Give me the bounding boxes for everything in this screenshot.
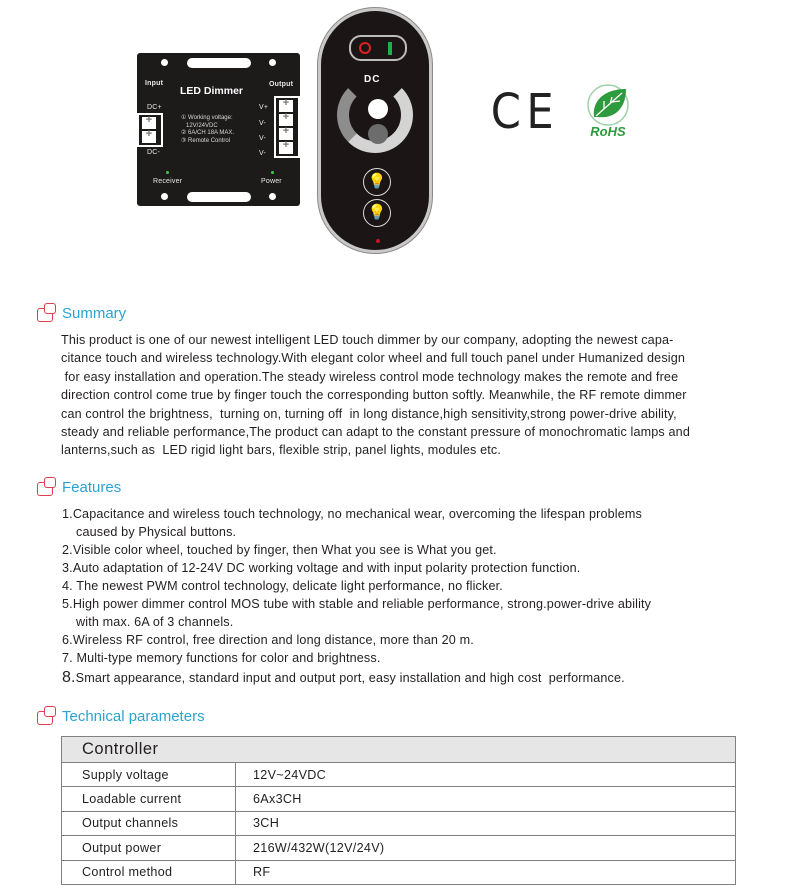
technical-parameters-table <box>61 736 736 885</box>
features-title: Features <box>62 478 122 496</box>
table-row <box>62 836 736 860</box>
technical-heading <box>37 705 205 727</box>
summary-heading <box>37 302 126 324</box>
mount-hole <box>269 59 276 66</box>
table-header: Controller <box>62 737 736 763</box>
ce-mark-icon: CE <box>490 84 560 140</box>
rohs-text: RoHS <box>590 124 626 139</box>
summary-title: Summary <box>62 304 127 322</box>
feature-item: 5.High power dimmer control MOS tube with stable and reliable performance, strong.power-drive ability with max. 6A of 3 channels. <box>62 597 652 629</box>
feature-item: 4. The newest PWM control technology, delicate light performance, no flicker. <box>62 579 503 593</box>
dimmer-spec-text: ① Working voltage: 12V/24VDC ② 6A/CH 18A MAX. ③ Remote Control <box>181 115 235 144</box>
mount-slot <box>187 58 251 68</box>
table-row <box>62 860 736 884</box>
power-label: Power <box>261 178 282 185</box>
v-label: V- <box>259 135 267 142</box>
dimmer-title: LED Dimmer <box>180 85 244 97</box>
bright-up-icon: 💡 <box>363 168 391 196</box>
param-value: 216W/432W(12V/24V) <box>236 836 736 860</box>
feature-item: 1.Capacitance and wireless touch technology, no mechanical wear, overcoming the lifespan problems caused by Physical buttons. <box>62 507 642 539</box>
param-key: Output power <box>62 836 236 860</box>
table-row <box>62 787 736 811</box>
power-led-icon <box>271 171 274 174</box>
param-key: Supply voltage <box>62 763 236 787</box>
param-value: 3CH <box>236 811 736 835</box>
screw-icon <box>279 142 293 154</box>
screw-icon <box>142 131 156 143</box>
features-heading <box>37 476 121 498</box>
param-value: 6Ax3CH <box>236 787 736 811</box>
dc-plus-label: DC+ <box>147 104 162 111</box>
dc-minus-label: DC- <box>147 149 161 156</box>
feature-item: 8.Smart appearance, standard input and output port, easy installation and high cost performance. <box>62 669 625 686</box>
param-key: Output channels <box>62 811 236 835</box>
param-value: 12V~24VDC <box>236 763 736 787</box>
v-label: V- <box>259 120 267 127</box>
mount-hole <box>161 59 168 66</box>
section-bullet-icon <box>37 477 59 497</box>
feature-item: 3.Auto adaptation of 12-24V DC working voltage and with input polarity protection function. <box>62 561 581 575</box>
table-row <box>62 763 736 787</box>
param-key: Loadable current <box>62 787 236 811</box>
param-key: Control method <box>62 860 236 884</box>
mount-slot <box>187 192 251 202</box>
mount-hole <box>161 193 168 200</box>
section-bullet-icon <box>37 303 59 323</box>
led-dimmer-controller-image <box>137 53 300 206</box>
v-label: V+ <box>259 104 269 111</box>
technical-title: Technical parameters <box>62 707 205 725</box>
dc-label: DC <box>364 74 381 85</box>
table-row <box>62 811 736 835</box>
white-button <box>368 99 388 119</box>
rohs-logo-icon <box>582 83 634 139</box>
features-list <box>62 505 762 687</box>
output-label: Output <box>269 81 294 88</box>
power-off-icon <box>359 42 371 54</box>
receiver-label: Receiver <box>153 178 183 185</box>
bright-down-icon: 💡 <box>363 199 391 227</box>
input-label: Input <box>145 80 164 87</box>
input-terminal <box>137 113 163 147</box>
power-on-icon <box>388 42 392 55</box>
section-bullet-icon <box>37 706 59 726</box>
receiver-led-icon <box>166 171 169 174</box>
param-value: RF <box>236 860 736 884</box>
indicator-led-icon <box>376 239 380 243</box>
feature-item: 6.Wireless RF control, free direction and long distance, more than 20 m. <box>62 633 474 647</box>
output-terminal <box>274 96 300 158</box>
power-button <box>349 35 407 61</box>
feature-item: 7. Multi-type memory functions for color and brightness. <box>62 651 381 665</box>
summary-paragraph: This product is one of our newest intelligent LED touch dimmer by our company, adopting the newest capa- citance touch and wireless technology.With elegant color wheel and full touch panel under Humanized design for easy installation and operation.The steady wireless control mode technology makes the remote and free direction control come true by finger touch the corresponding button softly. Meanwhile, the RF remote dimmer can control the brightness, turning on, turning off in long distance,high sensitivity,strong power-drive ability, steady and reliable performance,The product can adapt to the constant pressure of monochromatic lamps and lanterns,such as LED rigid light bars, flexible strip, panel lights, modules etc. <box>61 333 690 458</box>
touch-remote-image <box>318 8 432 253</box>
feature-item: 2.Visible color wheel, touched by finger, then What you see is What you get. <box>62 543 497 557</box>
v-label: V- <box>259 150 267 157</box>
mount-hole <box>269 193 276 200</box>
gray-button <box>368 124 388 144</box>
